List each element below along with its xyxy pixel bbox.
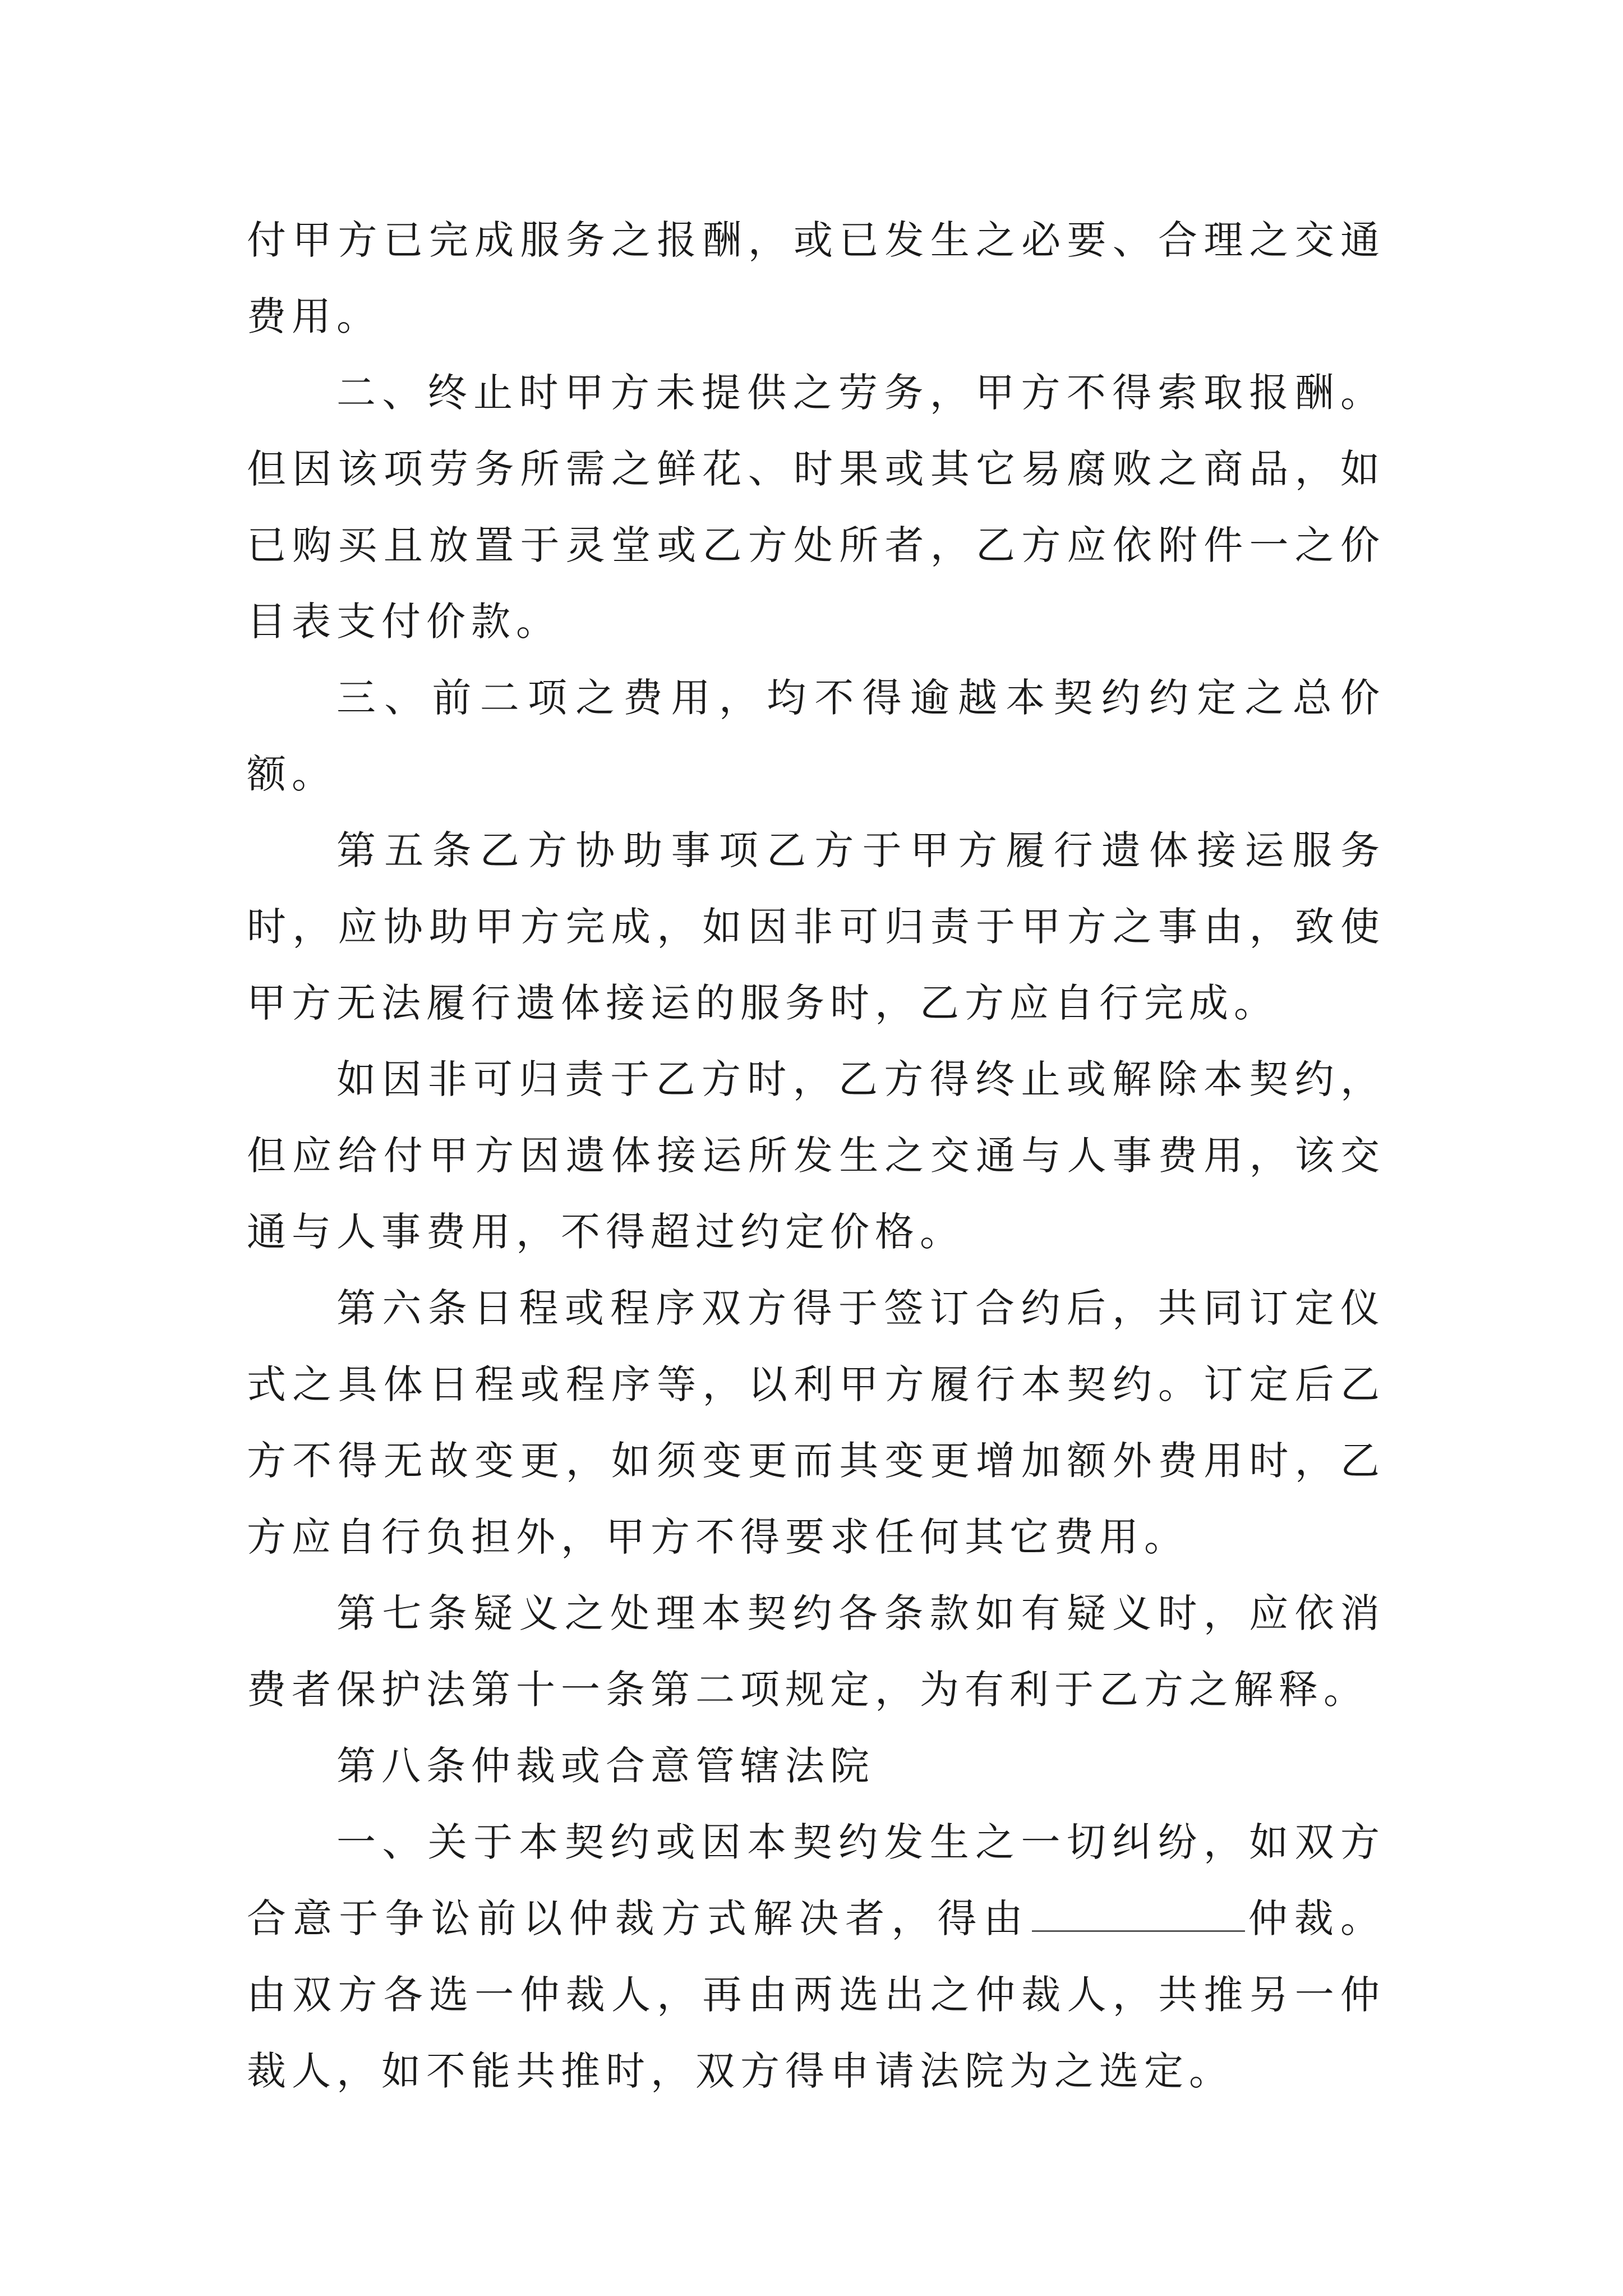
arbitration-institution-blank: [1032, 1897, 1245, 1932]
paragraph-article-6: 第六条日程或程序双方得于签订合约后，共同订定仪式之具体日程或程序等，以利甲方履行本契约。订定后乙方不得无故变更，如须变更而其变更增加额外费用时，乙方应自行负担外，甲方不得要求任何其它费用。: [247, 1285, 1385, 1560]
paragraph-article-8-heading: 第八条仲裁或合意管辖法院: [336, 1743, 875, 1789]
paragraph-termination-item-3: 三、前二项之费用，均不得逾越本契约约定之总价额。: [247, 675, 1385, 797]
paragraph-termination-item-2: 二、终止时甲方未提供之劳务，甲方不得索取报酬。但因该项劳务所需之鲜花、时果或其它易腐败之商品，如已购买且放置于灵堂或乙方处所者，乙方应依附件一之价目表支付价款。: [247, 370, 1385, 645]
arbitration-text-before-blank: 一、关于本契约或因本契约发生之一切纠纷，如双方合意于争讼前以仲裁方式解决者，得由: [247, 1819, 1385, 1941]
arbitration-text-after-blank: 仲裁。由双方各选一仲裁人，再由两选出之仲裁人，共推另一仲裁人，如不能共推时，双方得申请法院为之选定。: [247, 1895, 1386, 2094]
paragraph-article-7: 第七条疑义之处理本契约各条款如有疑义时，应依消费者保护法第十一条第二项规定，为有利于乙方之解释。: [247, 1590, 1385, 1713]
paragraph-payment-continuation: 付甲方已完成服务之报酬，或已发生之必要、合理之交通费用。: [247, 217, 1385, 339]
paragraph-article-5: 第五条乙方协助事项乙方于甲方履行遗体接运服务时，应协助甲方完成，如因非可归责于甲方之事由，致使甲方无法履行遗体接运的服务时，乙方应自行完成。: [247, 827, 1385, 1026]
document-body: [247, 202, 1385, 2109]
paragraph-article-8-item-1: [247, 1804, 1385, 2109]
paragraph-article-5-continued: 如因非可归责于乙方时，乙方得终止或解除本契约，但应给付甲方因遗体接运所发生之交通与人事费用，该交通与人事费用，不得超过约定价格。: [247, 1056, 1385, 1255]
